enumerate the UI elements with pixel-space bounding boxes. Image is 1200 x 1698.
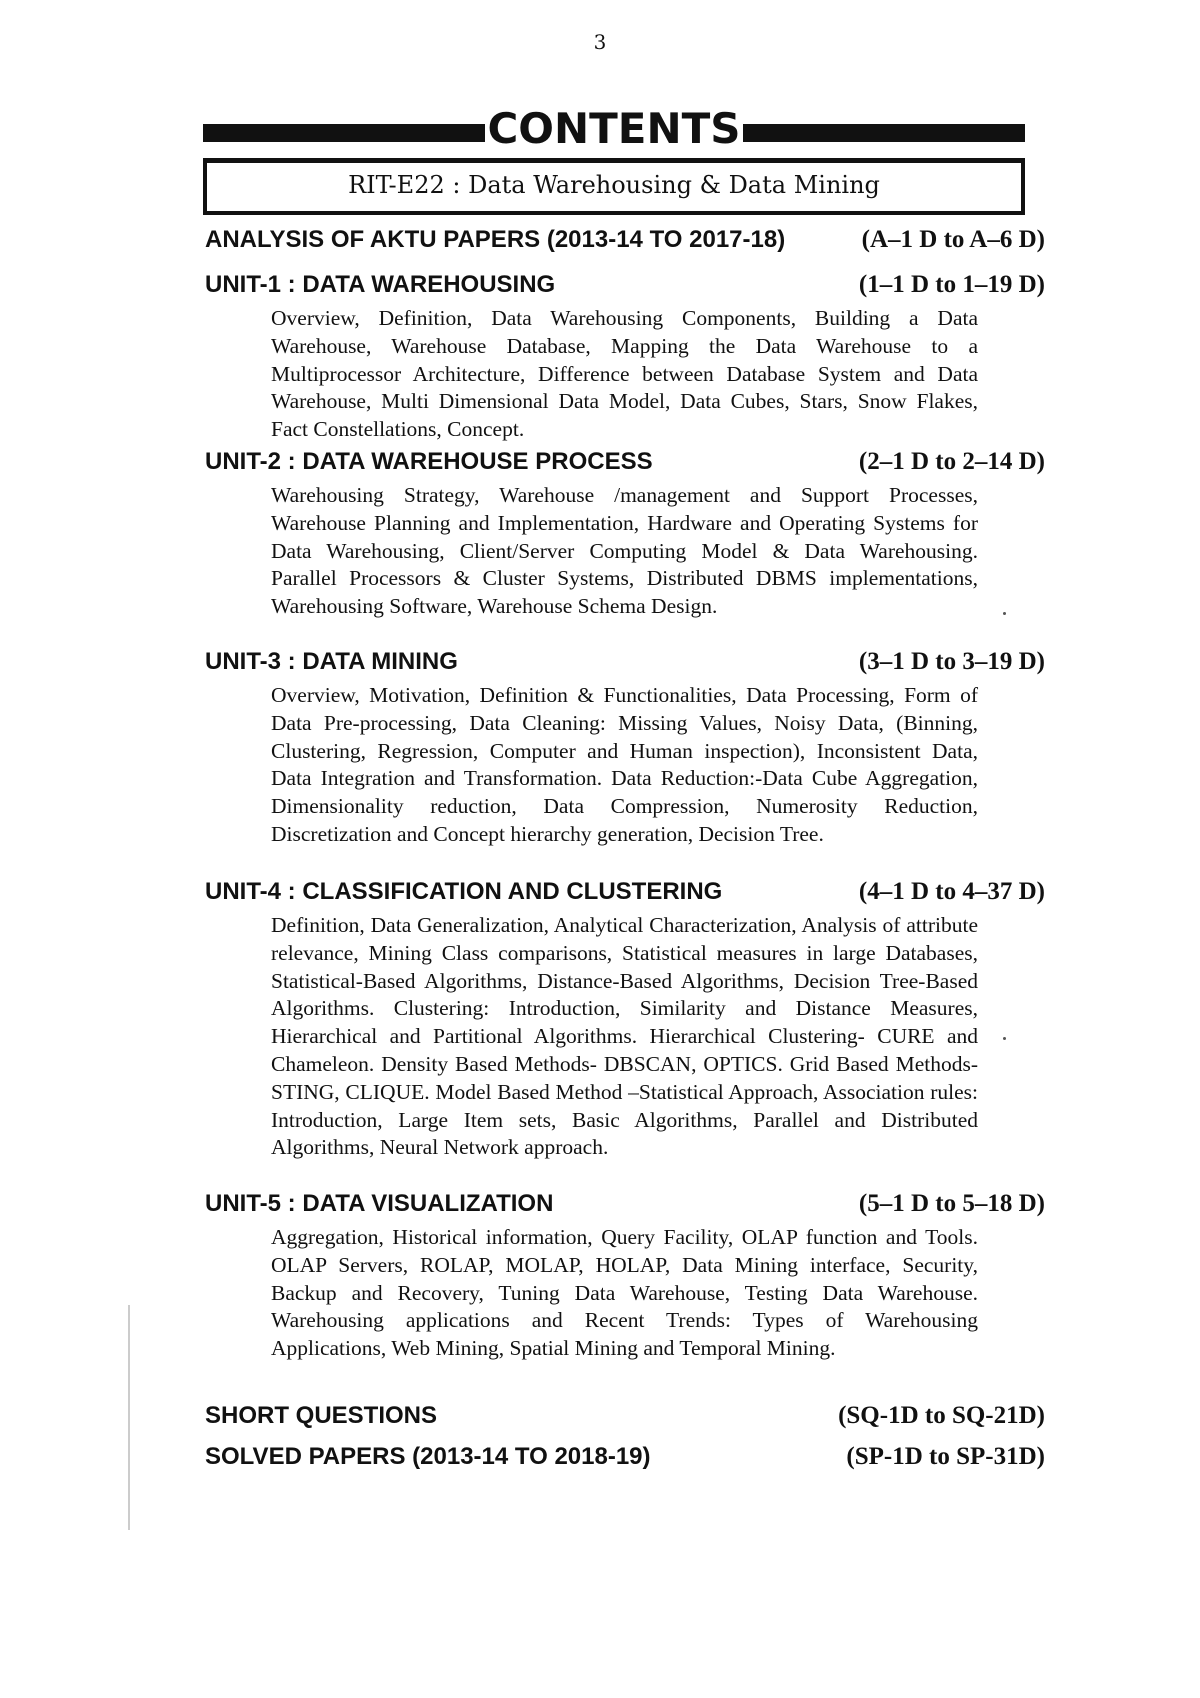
unit-3-title: UNIT-3 : DATA MINING bbox=[205, 648, 458, 675]
banner-rule-right bbox=[743, 124, 1025, 142]
solved-papers-entry bbox=[205, 1443, 1045, 1475]
unit-4-entry bbox=[205, 878, 1045, 1162]
subject-title: RIT-E22 : Data Warehousing & Data Mining bbox=[203, 158, 1025, 215]
short-questions-heading-row bbox=[205, 1402, 1045, 1434]
unit-5-description: Aggregation, Historical information, Query Facility, OLAP function and Tools. OLAP Servers, ROLAP, MOLAP, HOLAP, Data Mining interface, Security, Backup and Recovery, Tuning Data Warehouse, Testing Data Warehouse. Warehousing applications and Recent Trends: Types of Warehousing Applications, Web Mining, Spatial Mining and Temporal Mining. bbox=[271, 1225, 978, 1361]
unit-1-title: UNIT-1 : DATA WAREHOUSING bbox=[205, 271, 556, 298]
unit-5-heading-row bbox=[205, 1190, 1045, 1222]
unit-3-description: Overview, Motivation, Definition & Functionalities, Data Processing, Form of Data Pre-processing, Data Cleaning: Missing Values, Noisy Data, (Binning, Clustering, Regression, Computer and Human inspection), Inconsistent Data, Data Integration and Transformation. Data Reduction:-Data Cube Aggregation, Dimensionality reduction, Data Compression, Numerosity Reduction, Discretization and Concept hierarchy generation, Decision Tree. bbox=[271, 683, 978, 846]
unit-4-range: (4–1 D to 4–37 D) bbox=[858, 878, 1045, 905]
unit-2-heading-row bbox=[205, 448, 1045, 480]
unit-2-title: UNIT-2 : DATA WAREHOUSE PROCESS bbox=[205, 448, 653, 475]
scan-speck bbox=[1003, 1037, 1006, 1040]
unit-2-entry bbox=[205, 448, 1045, 621]
analysis-title: ANALYSIS OF AKTU PAPERS (2013-14 TO 2017-18) bbox=[205, 226, 786, 253]
unit-5-title: UNIT-5 : DATA VISUALIZATION bbox=[205, 1190, 554, 1217]
unit-1-heading-row bbox=[205, 271, 1045, 303]
unit-1-description: Overview, Definition, Data Warehousing Components, Building a Data Warehouse, Warehouse Database, Mapping the Data Warehouse to a Multiprocessor Architecture, Difference between Database System and Data Warehouse, Multi Dimensional Data Model, Data Cubes, Stars, Snow Flakes, Fact Constellations, Concept. bbox=[271, 306, 978, 442]
short-questions-title: SHORT QUESTIONS bbox=[205, 1402, 438, 1429]
analysis-range: (A–1 D to A–6 D) bbox=[861, 226, 1045, 253]
unit-2-range: (2–1 D to 2–14 D) bbox=[858, 448, 1045, 475]
page-number: 3 bbox=[593, 30, 607, 54]
contents-title: CONTENTS bbox=[487, 104, 741, 153]
solved-papers-title: SOLVED PAPERS (2013-14 TO 2018-19) bbox=[205, 1443, 651, 1470]
analysis-heading-row bbox=[205, 226, 1045, 258]
unit-5-entry bbox=[205, 1190, 1045, 1363]
unit-5-range: (5–1 D to 5–18 D) bbox=[858, 1190, 1045, 1217]
unit-3-entry bbox=[205, 648, 1045, 849]
short-questions-range: (SQ-1D to SQ-21D) bbox=[838, 1402, 1045, 1429]
unit-3-range: (3–1 D to 3–19 D) bbox=[858, 648, 1045, 675]
scan-margin-line bbox=[128, 1305, 130, 1530]
unit-4-description: Definition, Data Generalization, Analytical Characterization, Analysis of attribute relevance, Mining Class comparisons, Statistical measures in large Databases, Statistical-Based Algorithms, Distance-Based Algorithms, Decision Tree-Based Algorithms. Clustering: Introduction, Similarity and Distance Measures, Hierarchical and Partitional Algorithms. Hierarchical Clustering- CURE and Chameleon. Density Based Methods- DBSCAN, OPTICS. Grid Based Methods- STING, CLIQUE. Model Based Method –Statistical Approach, Association rules: Introduction, Large Item sets, Basic Algorithms, Parallel and Distributed Algorithms, Neural Network approach. bbox=[271, 913, 978, 1160]
unit-1-entry bbox=[205, 271, 1045, 444]
short-questions-entry bbox=[205, 1402, 1045, 1434]
analysis-entry bbox=[205, 226, 1045, 258]
solved-papers-range: (SP-1D to SP-31D) bbox=[846, 1443, 1045, 1470]
contents-banner bbox=[203, 104, 1025, 156]
scan-speck bbox=[1003, 612, 1006, 615]
unit-3-heading-row bbox=[205, 648, 1045, 680]
unit-1-range: (1–1 D to 1–19 D) bbox=[858, 271, 1045, 298]
solved-papers-heading-row bbox=[205, 1443, 1045, 1475]
unit-2-description: Warehousing Strategy, Warehouse /management and Support Processes, Warehouse Planning and Implementation, Hardware and Operating Systems for Data Warehousing, Client/Server Computing Model & Data Warehousing. Parallel Processors & Cluster Systems, Distributed DBMS implementations, Warehousing Software, Warehouse Schema Design. bbox=[271, 483, 978, 619]
unit-4-title: UNIT-4 : CLASSIFICATION AND CLUSTERING bbox=[205, 878, 723, 905]
unit-4-heading-row bbox=[205, 878, 1045, 910]
